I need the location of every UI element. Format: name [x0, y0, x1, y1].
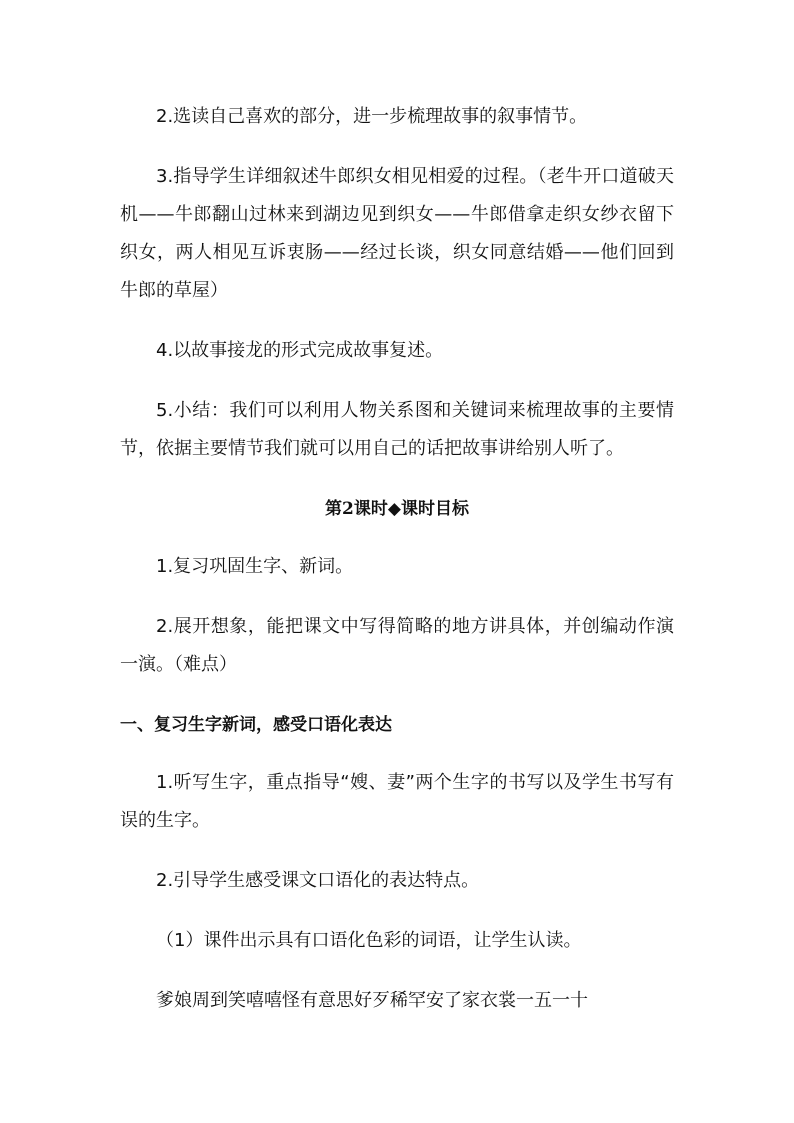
goal-2: 2.展开想象，能把课文中写得简略的地方讲具体，并创编动作演一演。（难点）	[120, 616, 674, 675]
word-list: 爹娘周到笑嘻嘻怪有意思好歹稀罕安了家衣裳一五一十	[156, 990, 588, 1011]
step-show-words: （1）课件出示具有口语化色彩的词语，让学生认读。	[156, 930, 582, 951]
paragraph-step-2: 2.选读自己喜欢的部分，进一步梳理故事的叙事情节。	[156, 106, 588, 127]
step-dictation: 1.听写生字，重点指导“嫂、妻”两个生字的书写以及学生书写有误的生字。	[120, 772, 674, 831]
paragraph-step-4: 4.以故事接龙的形式完成故事复述。	[156, 340, 444, 361]
step-oral-expression: 2.引导学生感受课文口语化的表达特点。	[156, 870, 480, 891]
section-title: 第2课时◆课时目标	[325, 499, 469, 519]
goal-1: 1.复习巩固生字、新词。	[156, 556, 354, 577]
paragraph-step-3: 3.指导学生详细叙述牛郎织女相见相爱的过程。（老牛开口道破天机——牛郎翻山过林来到湖边见到织女——牛郎借拿走织女纱衣留下织女，两人相见互诉衷肠——经过长谈，织女同意结婚——他们回到牛郎的草屋）	[120, 166, 674, 301]
paragraph-summary: 5.小结：我们可以利用人物关系图和关键词来梳理故事的主要情节，依据主要情节我们就可以用自己的话把故事讲给别人听了。	[120, 400, 674, 459]
heading-review: 一、复习生字新词，感受口语化表达	[120, 715, 392, 735]
